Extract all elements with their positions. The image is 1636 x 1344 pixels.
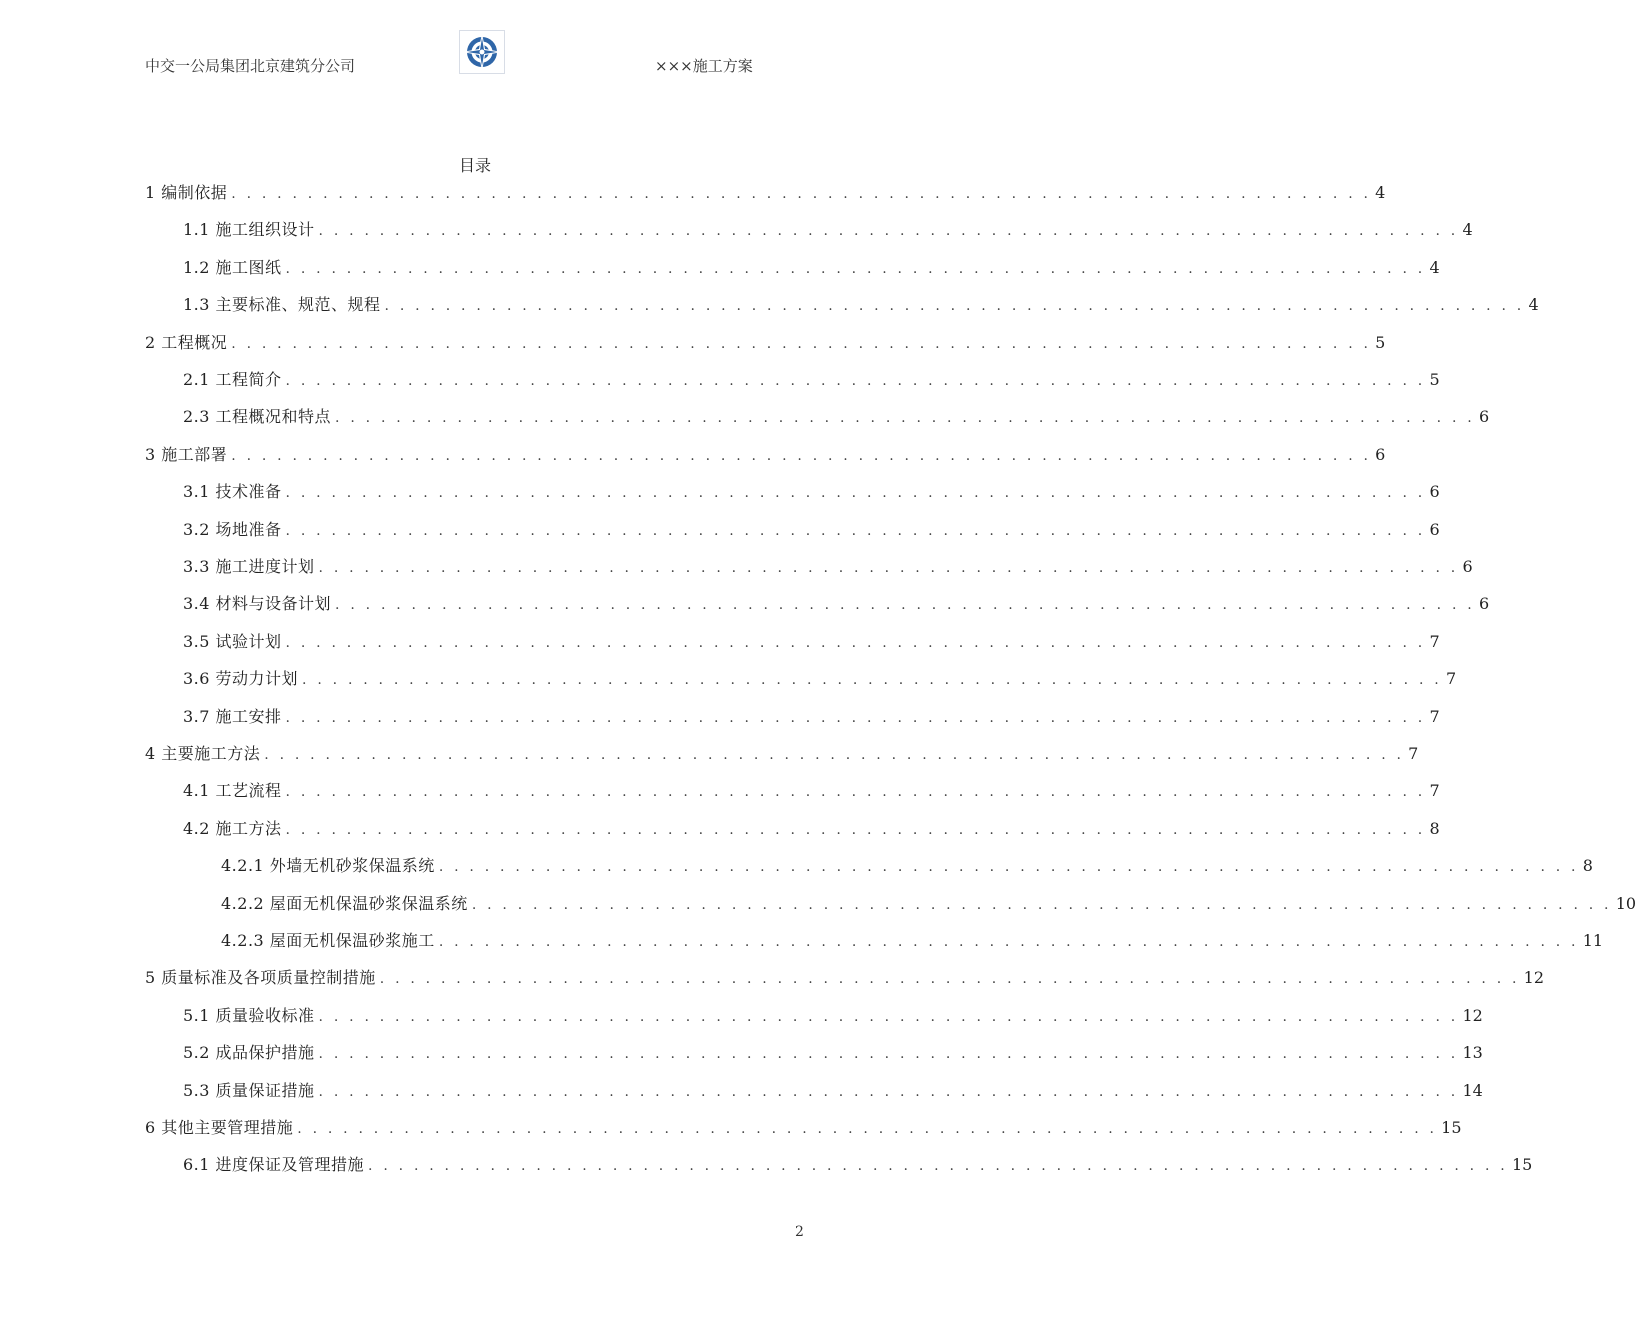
toc-entry-page: 5 xyxy=(1375,333,1386,352)
toc-dot-leader: . . . . . . . . . . . . . . . . . . . . . . . . . . . . . . . . . . . . . . . . . . . . . . . . . . . . . . . . . . . . . . . . . . . . . . . . . . . xyxy=(285,822,1426,838)
toc-entry-page: 10 xyxy=(1615,894,1636,913)
toc-entry-page: 12 xyxy=(1523,968,1545,987)
toc-dot-leader: . . . . . . . . . . . . . . . . . . . . . . . . . . . . . . . . . . . . . . . . . . . . . . . . . . . . . . . . . . . . . . . . . . . . . . . . . . . xyxy=(285,635,1426,651)
toc-entry-page: 11 xyxy=(1582,931,1604,950)
toc-dot-leader: . . . . . . . . . . . . . . . . . . . . . . . . . . . . . . . . . . . . . . . . . . . . . . . . . . . . . . . . . . . . . . . . . . . . . . . . . . . xyxy=(318,1084,1459,1100)
toc-entry[interactable] xyxy=(183,518,1440,542)
toc-dot-leader: . . . . . . . . . . . . . . . . . . . . . . . . . . . . . . . . . . . . . . . . . . . . . . . . . . . . . . . . . . . . . . . . . . . . . . . . . . . xyxy=(379,971,1520,987)
toc-entry-page: 7 xyxy=(1429,707,1440,726)
toc-entry-page: 6 xyxy=(1429,482,1440,501)
toc-entry-label: 6.1 进度保证及管理措施 xyxy=(183,1155,365,1174)
toc-entry-page: 6 xyxy=(1375,445,1386,464)
toc-entry[interactable] xyxy=(183,667,1457,691)
toc-entry-label: 5 质量标准及各项质量控制措施 xyxy=(145,968,376,987)
toc-dot-leader: . . . . . . . . . . . . . . . . . . . . . . . . . . . . . . . . . . . . . . . . . . . . . . . . . . . . . . . . . . . . . . . . . . . . . . . . . . . xyxy=(285,485,1426,501)
toc-entry-label: 5.2 成品保护措施 xyxy=(183,1043,315,1062)
toc-entry[interactable] xyxy=(183,1153,1533,1177)
toc-entry-page: 15 xyxy=(1511,1155,1533,1174)
toc-entry-label: 1 编制依据 xyxy=(145,183,228,202)
toc-entry-label: 4.2.1 外墙无机砂浆保温系统 xyxy=(221,856,435,875)
toc-entry-page: 7 xyxy=(1445,669,1457,688)
toc-dot-leader: . . . . . . . . . . . . . . . . . . . . . . . . . . . . . . . . . . . . . . . . . . . . . . . . . . . . . . . . . . . . . . . . . . . . . . . . . . . xyxy=(231,186,1372,202)
toc-entry[interactable] xyxy=(183,555,1473,579)
toc-entry-page: 7 xyxy=(1408,744,1419,763)
toc-dot-leader: . . . . . . . . . . . . . . . . . . . . . . . . . . . . . . . . . . . . . . . . . . . . . . . . . . . . . . . . . . . . . . . . . . . . . . . . . . . xyxy=(318,223,1459,239)
toc-entry-label: 4.2.2 屋面无机保温砂浆保温系统 xyxy=(221,894,468,913)
toc-entry[interactable] xyxy=(145,331,1386,355)
toc-entry-page: 6 xyxy=(1462,557,1473,576)
toc-entry-label: 3 施工部署 xyxy=(145,445,228,464)
toc-entry-label: 3.5 试验计划 xyxy=(183,632,282,651)
toc-dot-leader: . . . . . . . . . . . . . . . . . . . . . . . . . . . . . . . . . . . . . . . . . . . . . . . . . . . . . . . . . . . . . . . . . . . . . . . . . . . xyxy=(438,859,1579,875)
toc-entry[interactable] xyxy=(145,443,1386,467)
toc-entry-label: 1.1 施工组织设计 xyxy=(183,220,315,239)
toc-entry-label: 3.6 劳动力计划 xyxy=(183,669,299,688)
toc-entry[interactable] xyxy=(183,630,1440,654)
toc-entry[interactable] xyxy=(145,742,1419,766)
toc-entry[interactable] xyxy=(183,817,1440,841)
toc-entry-page: 4 xyxy=(1528,295,1539,314)
toc-dot-leader: . . . . . . . . . . . . . . . . . . . . . . . . . . . . . . . . . . . . . . . . . . . . . . . . . . . . . . . . . . . . . . . . . . . . . . . . . . . xyxy=(285,373,1426,389)
toc-dot-leader: . . . . . . . . . . . . . . . . . . . . . . . . . . . . . . . . . . . . . . . . . . . . . . . . . . . . . . . . . . . . . . . . . . . . . . . . . . . xyxy=(285,710,1426,726)
toc-entry-label: 5.3 质量保证措施 xyxy=(183,1081,315,1100)
toc-entry[interactable] xyxy=(183,1004,1483,1028)
toc-entry-label: 5.1 质量验收标准 xyxy=(183,1006,315,1025)
toc-entry[interactable] xyxy=(183,218,1473,242)
toc-entry-label: 3.7 施工安排 xyxy=(183,707,282,726)
page-number: 2 xyxy=(795,1224,804,1240)
toc-dot-leader: . . . . . . . . . . . . . . . . . . . . . . . . . . . . . . . . . . . . . . . . . . . . . . . . . . . . . . . . . . . . . . . . . . . . . . . . . . . xyxy=(335,597,1475,613)
toc-dot-leader: . . . . . . . . . . . . . . . . . . . . . . . . . . . . . . . . . . . . . . . . . . . . . . . . . . . . . . . . . . . . . . . . . . . . . . . . . . . xyxy=(285,523,1426,539)
toc-entry-page: 6 xyxy=(1429,520,1440,539)
toc-entry-label: 3.4 材料与设备计划 xyxy=(183,594,332,613)
toc-entry-page: 8 xyxy=(1582,856,1593,875)
toc-dot-leader: . . . . . . . . . . . . . . . . . . . . . . . . . . . . . . . . . . . . . . . . . . . . . . . . . . . . . . . . . . . . . . . . . . . . . . . . . . . xyxy=(285,261,1426,277)
toc-entry[interactable] xyxy=(183,293,1539,317)
toc-entry-page: 12 xyxy=(1462,1006,1483,1025)
toc-entry-label: 2.3 工程概况和特点 xyxy=(183,407,332,426)
toc-dot-leader: . . . . . . . . . . . . . . . . . . . . . . . . . . . . . . . . . . . . . . . . . . . . . . . . . . . . . . . . . . . . . . . . . . . . . . . . . . . xyxy=(471,897,1612,913)
toc-dot-leader: . . . . . . . . . . . . . . . . . . . . . . . . . . . . . . . . . . . . . . . . . . . . . . . . . . . . . . . . . . . . . . . . . . . . . . . . . . . xyxy=(264,747,1405,763)
toc-entry[interactable] xyxy=(183,1041,1483,1065)
toc-entry-page: 5 xyxy=(1429,370,1440,389)
toc-entry-page: 4 xyxy=(1429,258,1440,277)
toc-entry[interactable] xyxy=(183,1079,1483,1103)
toc-entry-label: 6 其他主要管理措施 xyxy=(145,1118,294,1137)
toc-entry-label: 1.3 主要标准、规范、规程 xyxy=(183,295,381,314)
toc-entry[interactable] xyxy=(183,368,1440,392)
toc-entry-page: 7 xyxy=(1429,632,1440,651)
header-document-title: ×××施工方案 xyxy=(655,57,753,75)
toc-dot-leader: . . . . . . . . . . . . . . . . . . . . . . . . . . . . . . . . . . . . . . . . . . . . . . . . . . . . . . . . . . . . . . . . . . . . . . . . . . . xyxy=(368,1158,1508,1174)
toc-dot-leader: . . . . . . . . . . . . . . . . . . . . . . . . . . . . . . . . . . . . . . . . . . . . . . . . . . . . . . . . . . . . . . . . . . . . . . . . . . . xyxy=(318,560,1459,576)
toc-entry[interactable] xyxy=(145,1116,1462,1140)
toc-entry-label: 4.2 施工方法 xyxy=(183,819,282,838)
toc-entry-page: 4 xyxy=(1375,183,1386,202)
toc-entry-label: 4.1 工艺流程 xyxy=(183,781,282,800)
toc-dot-leader: . . . . . . . . . . . . . . . . . . . . . . . . . . . . . . . . . . . . . . . . . . . . . . . . . . . . . . . . . . . . . . . . . . . . . . . . . . . xyxy=(231,336,1372,352)
toc-entry-label: 4 主要施工方法 xyxy=(145,744,261,763)
toc-entry-page: 6 xyxy=(1478,594,1490,613)
toc-entry[interactable] xyxy=(183,779,1440,803)
toc-entry[interactable] xyxy=(145,181,1386,205)
toc-entry-label: 1.2 施工图纸 xyxy=(183,258,282,277)
toc-entry-page: 13 xyxy=(1462,1043,1483,1062)
toc-dot-leader: . . . . . . . . . . . . . . . . . . . . . . . . . . . . . . . . . . . . . . . . . . . . . . . . . . . . . . . . . . . . . . . . . . . . . . . . . . . xyxy=(231,448,1372,464)
toc-entry-page: 15 xyxy=(1441,1118,1462,1137)
toc-entry-page: 6 xyxy=(1478,407,1490,426)
toc-dot-leader: . . . . . . . . . . . . . . . . . . . . . . . . . . . . . . . . . . . . . . . . . . . . . . . . . . . . . . . . . . . . . . . . . . . . . . . . . . . xyxy=(302,672,1442,688)
toc-entry[interactable] xyxy=(183,405,1490,429)
header-company-name: 中交一公局集团北京建筑分公司 xyxy=(145,57,356,75)
toc-entry-page: 4 xyxy=(1462,220,1473,239)
toc-entry-label: 3.3 施工进度计划 xyxy=(183,557,315,576)
toc-entry-label: 2.1 工程简介 xyxy=(183,370,282,389)
toc-dot-leader: . . . . . . . . . . . . . . . . . . . . . . . . . . . . . . . . . . . . . . . . . . . . . . . . . . . . . . . . . . . . . . . . . . . . . . . . . . . xyxy=(318,1046,1459,1062)
toc-dot-leader: . . . . . . . . . . . . . . . . . . . . . . . . . . . . . . . . . . . . . . . . . . . . . . . . . . . . . . . . . . . . . . . . . . . . . . . . . . . xyxy=(318,1009,1459,1025)
toc-dot-leader: . . . . . . . . . . . . . . . . . . . . . . . . . . . . . . . . . . . . . . . . . . . . . . . . . . . . . . . . . . . . . . . . . . . . . . . . . . . xyxy=(335,410,1475,426)
toc-dot-leader: . . . . . . . . . . . . . . . . . . . . . . . . . . . . . . . . . . . . . . . . . . . . . . . . . . . . . . . . . . . . . . . . . . . . . . . . . . . xyxy=(285,784,1426,800)
toc-dot-leader: . . . . . . . . . . . . . . . . . . . . . . . . . . . . . . . . . . . . . . . . . . . . . . . . . . . . . . . . . . . . . . . . . . . . . . . . . . . xyxy=(297,1121,1438,1137)
toc-entry-label: 2 工程概况 xyxy=(145,333,228,352)
toc-entry[interactable] xyxy=(221,929,1604,953)
toc-entry-page: 7 xyxy=(1429,781,1440,800)
toc-dot-leader: . . . . . . . . . . . . . . . . . . . . . . . . . . . . . . . . . . . . . . . . . . . . . . . . . . . . . . . . . . . . . . . . . . . . . . . . . . . xyxy=(384,298,1525,314)
toc-entry[interactable] xyxy=(183,705,1440,729)
toc-entry[interactable] xyxy=(183,256,1440,280)
toc-entry[interactable] xyxy=(221,854,1593,878)
toc-entry-page: 8 xyxy=(1429,819,1440,838)
toc-entry[interactable] xyxy=(183,592,1490,616)
toc-entry-label: 3.2 场地准备 xyxy=(183,520,282,539)
toc-entry-label: 3.1 技术准备 xyxy=(183,482,282,501)
toc-dot-leader: . . . . . . . . . . . . . . . . . . . . . . . . . . . . . . . . . . . . . . . . . . . . . . . . . . . . . . . . . . . . . . . . . . . . . . . . . . . xyxy=(438,934,1579,950)
toc-entry-label: 4.2.3 屋面无机保温砂浆施工 xyxy=(221,931,435,950)
toc-entry-page: 14 xyxy=(1462,1081,1483,1100)
toc-entry[interactable] xyxy=(183,480,1440,504)
toc-entry[interactable] xyxy=(221,892,1636,916)
toc-entry[interactable] xyxy=(145,966,1545,990)
toc-title: 目录 xyxy=(458,156,491,175)
